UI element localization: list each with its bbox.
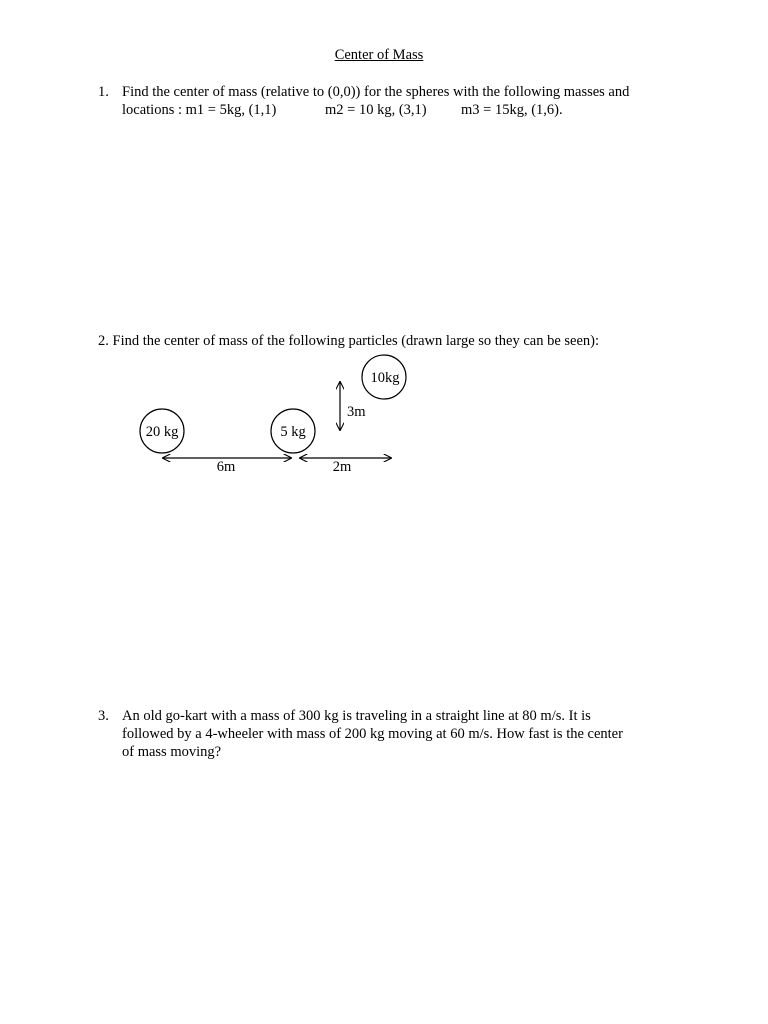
- horizontal-distance-label-6m: 6m: [216, 459, 236, 475]
- question-text-line: An old go-kart with a mass of 300 kg is traveling in a straight line at 80 m/s. It is: [122, 708, 591, 724]
- mass-m3-text: m3 = 15kg, (1,6).: [461, 102, 563, 118]
- horizontal-distance-label-2m: 2m: [332, 459, 352, 475]
- question-text-line: of mass moving?: [122, 744, 222, 760]
- vertical-distance-label: 3m: [347, 404, 366, 420]
- question-text-line: 2. Find the center of mass of the following particles (drawn large so they can be seen):: [98, 333, 600, 349]
- particle-10kg-label: 10kg: [370, 370, 400, 386]
- question-number: 3.: [98, 708, 109, 724]
- question-number: 1.: [98, 84, 109, 100]
- page-title: Center of Mass: [334, 47, 424, 63]
- question-text-line: locations : m1 = 5kg, (1,1): [122, 102, 277, 118]
- particle-20kg-label: 20 kg: [145, 424, 179, 440]
- question-text-line: Find the center of mass (relative to (0,0)) for the spheres with the following masses and: [122, 84, 630, 100]
- mass-m2-text: m2 = 10 kg, (3,1): [325, 102, 427, 118]
- particle-5kg-label: 5 kg: [280, 424, 306, 440]
- question-text-line: followed by a 4-wheeler with mass of 200 kg moving at 60 m/s. How fast is the center: [122, 726, 623, 742]
